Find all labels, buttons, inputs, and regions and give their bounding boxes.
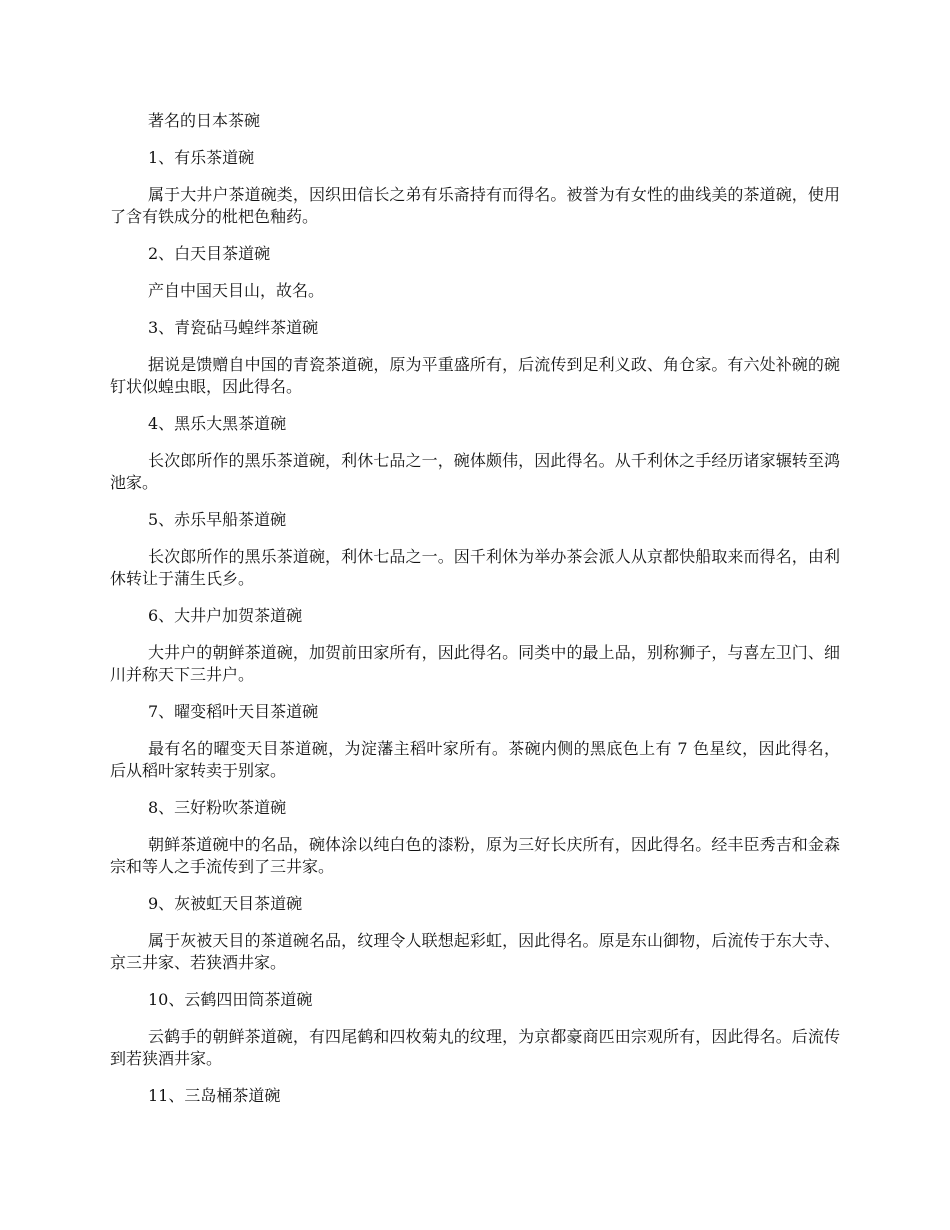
item-heading-7: 7、曜变稻叶天目茶道碗 bbox=[148, 702, 319, 721]
item-heading-11: 11、三岛桶茶道碗 bbox=[148, 1086, 281, 1105]
item-text-3: 据说是馈赠自中国的青瓷茶道碗，原为平重盛所有，后流传到足利义政、角仓家。有六处补碗的碗钉状似蝗虫眼，因此得名。 bbox=[110, 355, 840, 396]
item-heading-8: 8、三好粉吹茶道碗 bbox=[148, 798, 287, 817]
item-text-5: 长次郎所作的黑乐茶道碗，利休七品之一。因千利休为举办茶会派人从京都快船取来而得名，由利休转让于蒲生氏乡。 bbox=[110, 547, 840, 588]
item-text-6: 大井户的朝鲜茶道碗，加贺前田家所有，因此得名。同类中的最上品，别称狮子，与喜左卫门、细川并称天下三井户。 bbox=[110, 643, 840, 684]
item-heading-10: 10、云鹤四田筒茶道碗 bbox=[148, 990, 313, 1009]
item-heading-2: 2、白天目茶道碗 bbox=[148, 244, 271, 263]
item-heading-1: 1、有乐茶道碗 bbox=[148, 148, 255, 167]
item-heading-4: 4、黑乐大黑茶道碗 bbox=[148, 414, 287, 433]
item-text-8: 朝鲜茶道碗中的名品，碗体涂以纯白色的漆粉，原为三好长庆所有，因此得名。经丰臣秀吉和金森宗和等人之手流传到了三井家。 bbox=[110, 835, 840, 876]
item-text-2: 产自中国天目山，故名。 bbox=[148, 281, 325, 300]
item-text-9: 属于灰被天目的茶道碗名品，纹理令人联想起彩虹，因此得名。原是东山御物，后流传于东大寺、京三井家、若狭酒井家。 bbox=[110, 931, 840, 972]
item-heading-9: 9、灰被虹天目茶道碗 bbox=[148, 894, 303, 913]
item-heading-6: 6、大井户加贺茶道碗 bbox=[148, 606, 303, 625]
document-page bbox=[110, 110, 840, 1122]
item-text-7: 最有名的曜变天目茶道碗，为淀藩主稻叶家所有。茶碗内侧的黑底色上有 7 色星纹，因此得名，后从稻叶家转卖于别家。 bbox=[110, 739, 840, 780]
item-text-10: 云鹤手的朝鲜茶道碗，有四尾鹤和四枚菊丸的纹理，为京都豪商匹田宗观所有，因此得名。后流传到若狭酒井家。 bbox=[110, 1027, 840, 1068]
item-heading-3: 3、青瓷砧马蝗绊茶道碗 bbox=[148, 318, 319, 337]
item-heading-5: 5、赤乐早船茶道碗 bbox=[148, 510, 287, 529]
item-text-1: 属于大井户茶道碗类，因织田信长之弟有乐斋持有而得名。被誉为有女性的曲线美的茶道碗，使用了含有铁成分的枇杷色釉药。 bbox=[110, 185, 840, 226]
item-text-4: 长次郎所作的黑乐茶道碗，利休七品之一，碗体颇伟，因此得名。从千利休之手经历诸家辗转至鸿池家。 bbox=[110, 451, 840, 492]
document-title: 著名的日本茶碗 bbox=[148, 111, 261, 130]
